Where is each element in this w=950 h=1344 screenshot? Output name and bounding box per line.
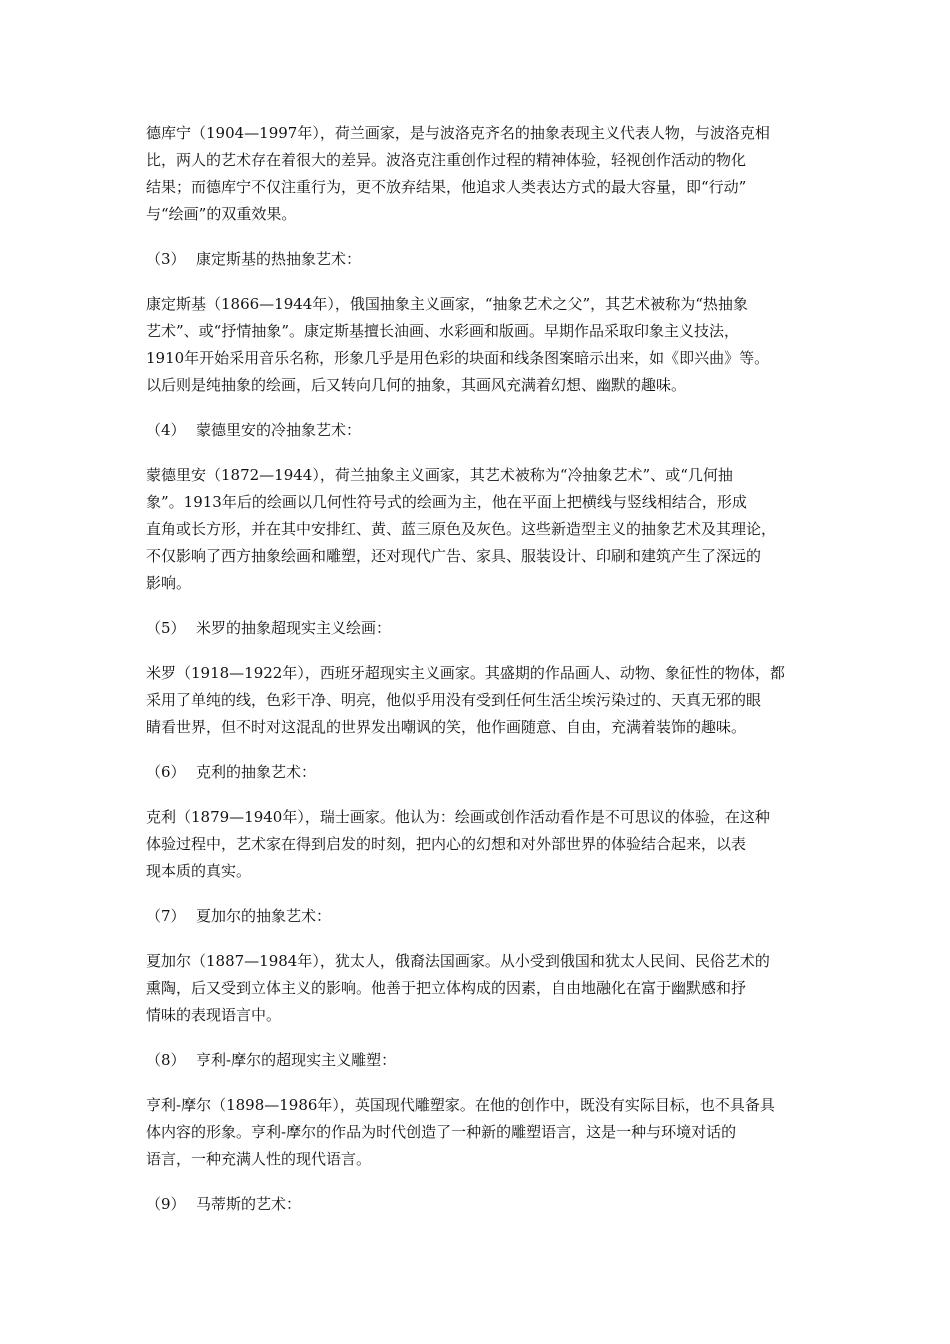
- section-number: （6）: [146, 763, 186, 781]
- spacer: [146, 1173, 812, 1191]
- spacer: [146, 1029, 812, 1047]
- spacer: [146, 930, 812, 948]
- document-page: [146, 120, 812, 1218]
- section-body-6: 克利（1879—1940年），瑞士画家。他认为：绘画或创作活动看作是不可思议的体验，在这种 体验过程中，艺术家在得到启发的时刻，把内心的幻想和对外部世界的体验结合起来，以表 现本质的真实。: [146, 808, 770, 880]
- spacer: [146, 597, 812, 615]
- section-heading-3: [146, 246, 812, 273]
- section-number: （3）: [146, 250, 186, 268]
- section-title: 米罗的抽象超现实主义绘画：: [196, 619, 392, 637]
- section-heading-5: [146, 615, 812, 642]
- section-body-5: 米罗（1918—1922年），西班牙超现实主义画家。其盛期的作品画人、动物、象征性的物体，都 采用了单纯的线，色彩干净、明亮，他似乎用没有受到任何生活尘埃污染过的、天真无邪的眼 睛看世界，但不时对这混乱的世界发出嘲讽的笑，他作画随意、自由，充满着装饰的趣味。: [146, 664, 785, 736]
- section-number: （4）: [146, 421, 186, 439]
- spacer: [146, 444, 812, 462]
- section-heading-8: [146, 1047, 812, 1074]
- section-title: 马蒂斯的艺术：: [196, 1195, 302, 1213]
- section-title: 亨利-摩尔的超现实主义雕塑：: [196, 1051, 397, 1069]
- section-heading-6: [146, 759, 812, 786]
- section-number: （8）: [146, 1051, 186, 1069]
- spacer: [146, 273, 812, 291]
- section-heading-7: [146, 903, 812, 930]
- section-heading-9: [146, 1191, 812, 1218]
- section-heading-4: [146, 417, 812, 444]
- section-body-8: 亨利-摩尔（1898—1986年），英国现代雕塑家。在他的创作中，既没有实际目标，也不具备具 体内容的形象。亨利-摩尔的作品为时代创造了一种新的雕塑语言，这是一种与环境对话的 语言，一种充满人性的现代语言。: [146, 1096, 775, 1168]
- section-number: （5）: [146, 619, 186, 637]
- spacer: [146, 1074, 812, 1092]
- spacer: [146, 228, 812, 246]
- spacer: [146, 741, 812, 759]
- section-title: 夏加尔的抽象艺术：: [196, 907, 332, 925]
- intro-paragraph: 德库宁（1904—1997年），荷兰画家，是与波洛克齐名的抽象表现主义代表人物，与波洛克相 比，两人的艺术存在着很大的差异。波洛克注重创作过程的精神体验，轻视创作活动的物化 结果；而德库宁不仅注重行为，更不放弃结果，他追求人类表达方式的最大容量，即“行动” 与“绘画”的双重效果。: [146, 124, 770, 223]
- section-number: （7）: [146, 907, 186, 925]
- spacer: [146, 786, 812, 804]
- section-body-7: 夏加尔（1887—1984年），犹太人，俄裔法国画家。从小受到俄国和犹太人民间、民俗艺术的 熏陶，后又受到立体主义的影响。他善于把立体构成的因素，自由地融化在富于幽默感和抒 情味的表现语言中。: [146, 952, 770, 1024]
- section-number: （9）: [146, 1195, 186, 1213]
- spacer: [146, 885, 812, 903]
- spacer: [146, 399, 812, 417]
- spacer: [146, 642, 812, 660]
- section-body-3: 康定斯基（1866—1944年），俄国抽象主义画家，“抽象艺术之父”，其艺术被称为“热抽象 艺术”、或“抒情抽象”。康定斯基擅长油画、水彩画和版画。早期作品采取印象主义技法， 1910年开始采用音乐名称，形象几乎是用色彩的块面和线条图案暗示出来，如《即兴曲》等。 以后则是纯抽象的绘画，后又转向几何的抽象，其画风充满着幻想、幽默的趣味。: [146, 295, 770, 394]
- section-title: 蒙德里安的冷抽象艺术：: [196, 421, 362, 439]
- section-body-4: 蒙德里安（1872—1944），荷兰抽象主义画家，其艺术被称为“冷抽象艺术”、或“几何抽 象”。1913年后的绘画以几何性符号式的绘画为主，他在平面上把横线与竖线相结合，形成 直角或长方形，并在其中安排红、黄、蓝三原色及灰色。这些新造型主义的抽象艺术及其理论， 不仅影响了西方抽象绘画和雕塑，还对现代广告、家具、服装设计、印刷和建筑产生了深远的 影响。: [146, 466, 777, 592]
- section-title: 克利的抽象艺术：: [196, 763, 317, 781]
- section-title: 康定斯基的热抽象艺术：: [196, 250, 362, 268]
